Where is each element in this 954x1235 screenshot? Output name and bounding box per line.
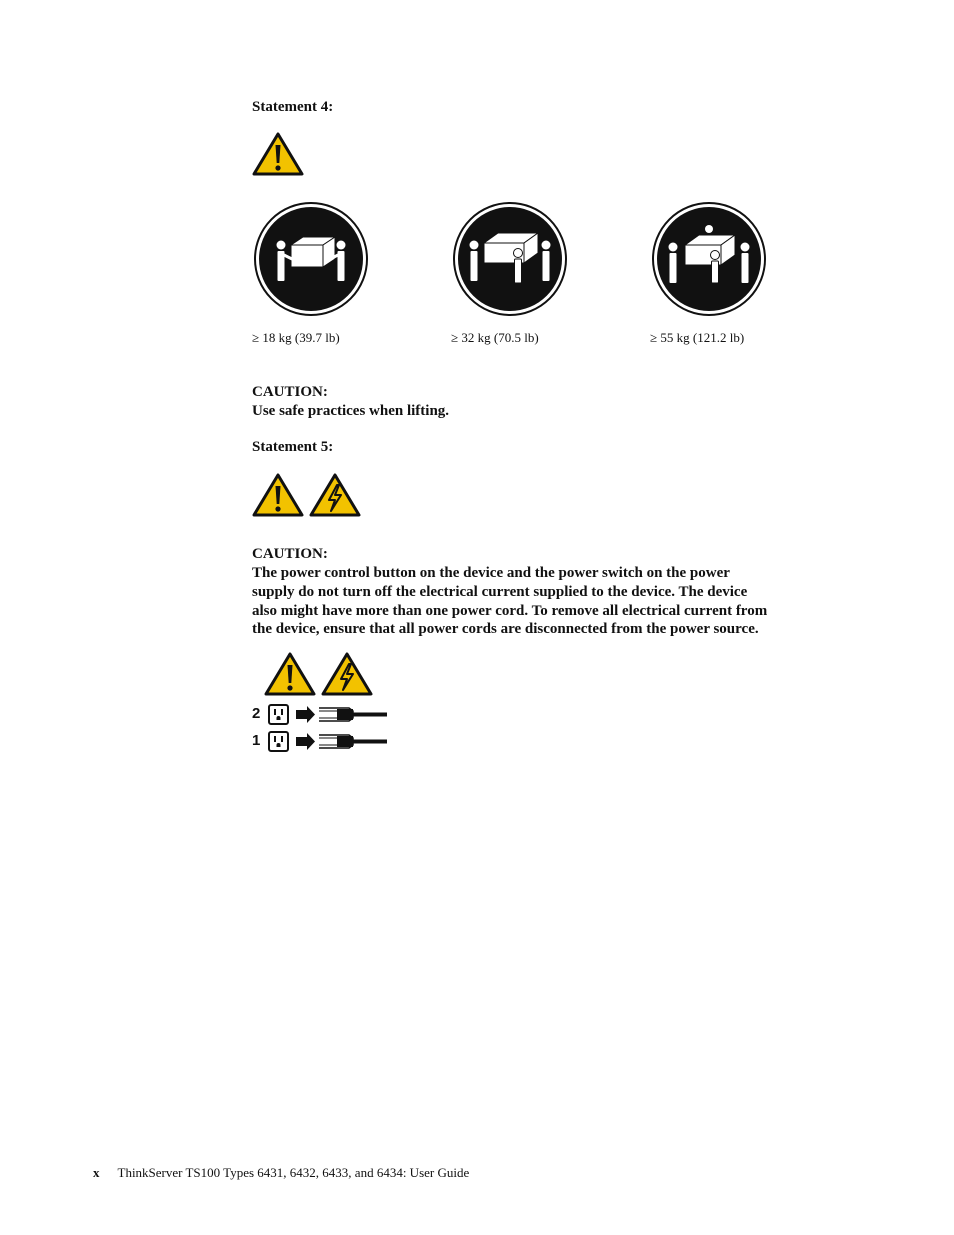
caution-title-power: CAUTION: (252, 546, 328, 562)
weight-label-32kg: ≥ 32 kg (70.5 lb) (451, 330, 539, 345)
lift-three-person-icon (452, 201, 568, 317)
statement-5-heading: Statement 5: (252, 439, 334, 455)
caution-exclamation-icon (252, 473, 304, 517)
caution-title-lifting: CAUTION: (252, 384, 328, 400)
page-footer (93, 1165, 469, 1181)
page-number: x (93, 1165, 100, 1180)
statement-4-heading: Statement 4: (252, 99, 334, 115)
power-cord-icon (267, 703, 389, 727)
power-cord-icon (267, 730, 389, 754)
caution-line-2: supply do not turn off the electrical current supplied to the device. The device (252, 584, 748, 600)
caution-text-lifting: Use safe practices when lifting. (252, 403, 450, 419)
document-title: ThinkServer TS100 Types 6431, 6432, 6433, and 6434: User Guide (117, 1165, 470, 1180)
electrical-hazard-icon (321, 652, 373, 696)
caution-line-3: also might have more than one power cord. To remove all electrical current from (252, 603, 768, 619)
caution-exclamation-icon (252, 132, 304, 176)
weight-label-55kg: ≥ 55 kg (121.2 lb) (650, 330, 745, 345)
electrical-hazard-icon (309, 473, 361, 517)
cord-number-label: 1 (252, 732, 261, 749)
cord-number-label: 2 (252, 705, 261, 722)
power-cord-row-2 (252, 703, 392, 727)
power-cord-row-1 (252, 730, 392, 754)
caution-exclamation-icon (264, 652, 316, 696)
caution-line-1: The power control button on the device and the power switch on the power (252, 565, 730, 581)
weight-label-18kg: ≥ 18 kg (39.7 lb) (252, 330, 340, 345)
lift-four-person-icon (651, 201, 767, 317)
lift-two-person-icon (253, 201, 369, 317)
caution-line-4: the device, ensure that all power cords are disconnected from the power source. (252, 621, 759, 637)
